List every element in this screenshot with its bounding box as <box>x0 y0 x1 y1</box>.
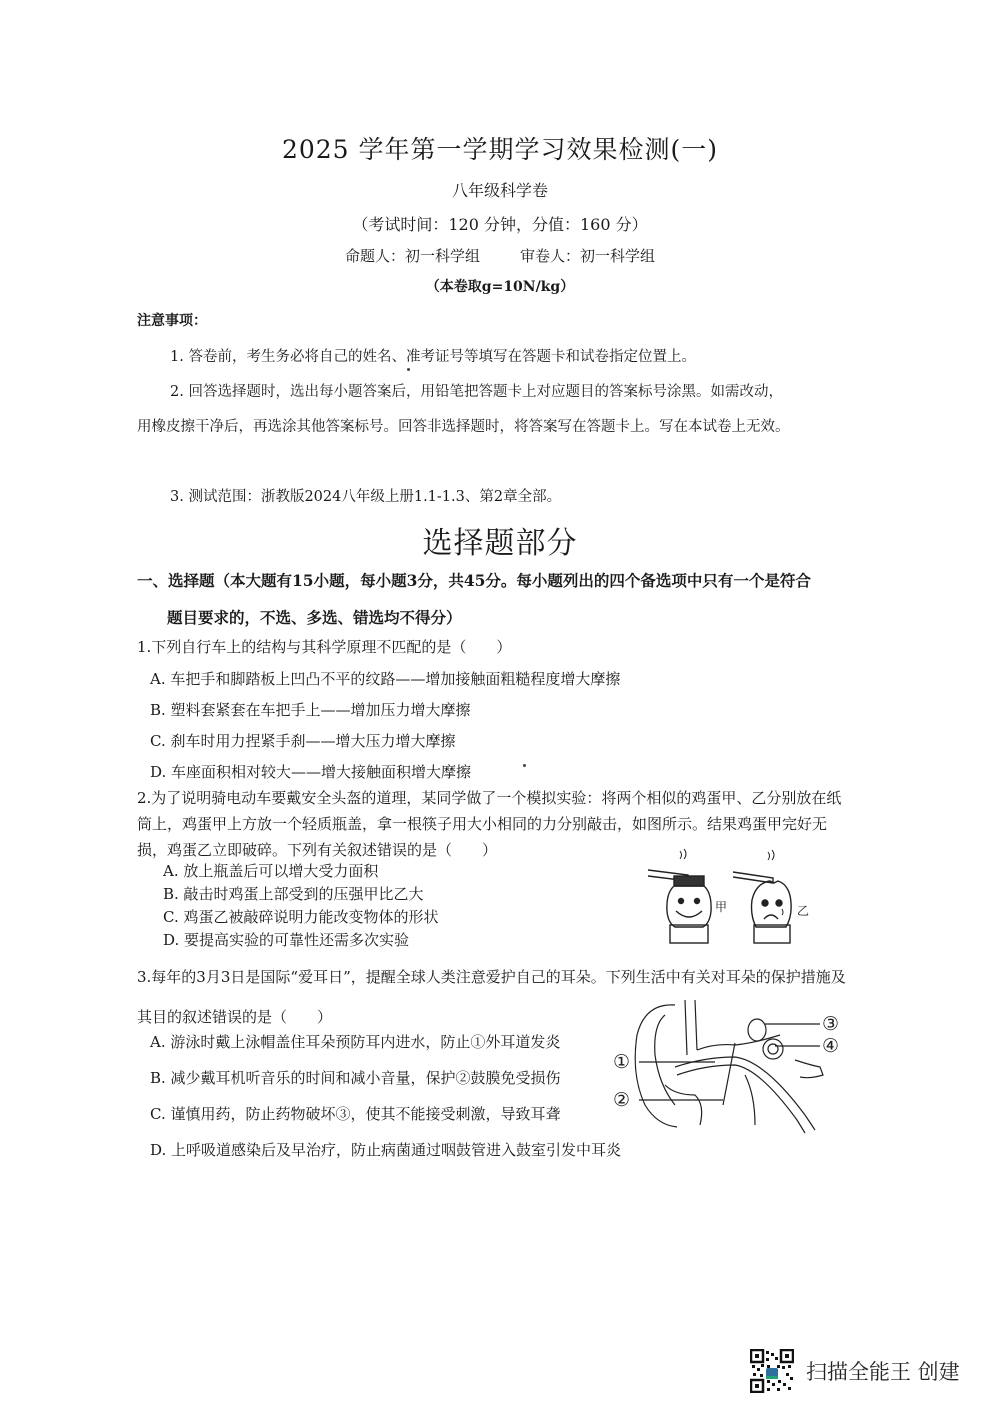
ear-anatomy-figure <box>605 995 850 1135</box>
question-2-option-d: D. 要提高实验的可靠性还需多次实验 <box>163 931 410 949</box>
question-3-option-d: D. 上呼吸道感染后及早治疗，防止病菌通过咽鼓管进入鼓室引发中耳炎 <box>150 1141 622 1159</box>
question-2-option-c: C. 鸡蛋乙被敲碎说明力能改变物体的形状 <box>163 908 439 926</box>
part-one-instructions <box>137 562 857 636</box>
scanner-watermark <box>748 1346 998 1396</box>
question-1-option-d: D. 车座面积相对较大——增大接触面积增大摩擦 <box>150 763 472 781</box>
question-3-option-c: C. 谨慎用药，防止药物破坏③，使其不能接受刺激，导致耳聋 <box>150 1105 561 1123</box>
notice-item: 1. 答卷前，考生务必将自己的姓名、准考证号等填写在答题卡和试卷指定位置上。 <box>170 349 696 365</box>
question-1-option-c: C. 刹车时用力捏紧手刹——增大压力增大摩擦 <box>150 732 456 750</box>
setter: 命题人：初一科学组 <box>344 247 480 265</box>
notice-item: 3. 测试范围：浙教版2024八年级上册1.1-1.3、第2章全部。 <box>170 489 562 505</box>
notice-heading: 注意事项： <box>137 313 207 329</box>
question-2-option-b: B. 敲击时鸡蛋上部受到的压强甲比乙大 <box>163 885 424 903</box>
question-3-option-a: A. 游泳时戴上泳帽盖住耳朵预防耳内进水，防止①外耳道发炎 <box>150 1033 561 1051</box>
egg-experiment-figure <box>630 845 850 955</box>
label-jia: 甲 <box>715 900 728 914</box>
question-1-stem: 1.下列自行车上的结构与其科学原理不匹配的是（ ） <box>137 638 512 656</box>
ear-label-4: ④ <box>822 1035 840 1057</box>
ear-label-3: ③ <box>822 1013 840 1035</box>
question-3-stem: 3.每年的3月3日是国际“爱耳日”，提醒全球人类注意爱护自己的耳朵。下列生活中有关对耳朵的保护措施及其目的叙述错误的是（ ） <box>137 968 846 1026</box>
authors-line <box>0 245 1000 266</box>
question-2-option-a: A. 放上瓶盖后可以增大受力面积 <box>163 862 379 880</box>
egg-jia-illustration <box>648 849 711 943</box>
notice-item: 2. 回答选择题时，选出每小题答案后，用铅笔把答题卡上对应题目的答案标号涂黑。如需改动，用橡皮擦干净后，再选涂其他答案标号。回答非选择题时，将答案写在答题卡上。写在本试卷上无效。 <box>137 384 790 435</box>
section-title: 选择题部分 <box>422 526 578 561</box>
reviewer: 审卷人：初一科学组 <box>520 247 656 265</box>
egg-yi-illustration <box>733 850 791 943</box>
exam-title: 2025 学年第一学期学习效果检测(一) <box>281 135 719 164</box>
gravity-note: （本卷取g=10N/kg） <box>425 279 575 295</box>
part-one-line2: 题目要求的，不选、多选、错选均不得分） <box>167 608 462 627</box>
ear-leader-lines <box>639 1024 820 1100</box>
ear-label-1: ① <box>613 1051 631 1073</box>
qr-code-icon <box>750 1349 794 1393</box>
question-1-option-b: B. 塑料套紧套在车把手上——增加压力增大摩擦 <box>150 701 471 719</box>
scanner-brand-text: 扫描全能王 创建 <box>806 1360 960 1384</box>
ear-cross-section <box>635 1000 823 1133</box>
exam-info: （考试时间：120 分钟，分值：160 分） <box>352 215 648 234</box>
scan-speck <box>523 764 526 767</box>
exam-subtitle: 八年级科学卷 <box>451 181 548 200</box>
question-1-option-a: A. 车把手和脚踏板上凹凸不平的纹路——增加接触面粗糙程度增大摩擦 <box>150 670 621 688</box>
question-3-option-b: B. 减少戴耳机听音乐的时间和减小音量，保护②鼓膜免受损伤 <box>150 1069 561 1087</box>
ear-label-2: ② <box>613 1089 631 1111</box>
scan-speck <box>407 368 410 371</box>
part-one-line1: 一、选择题（本大题有15小题，每小题3分，共45分。每小题列出的四个备选项中只有一个是符合 <box>137 571 811 590</box>
question-2-stem: 2.为了说明骑电动车要戴安全头盔的道理，某同学做了一个模拟实验：将两个相似的鸡蛋甲、乙分别放在纸筒上，鸡蛋甲上方放一个轻质瓶盖，拿一根筷子用大小相同的力分别敲击，如图所示。结果鸡蛋甲完好无损，鸡蛋乙立即破碎。下列有关叙述错误的是（ ） <box>137 789 842 859</box>
label-yi: 乙 <box>797 904 810 918</box>
